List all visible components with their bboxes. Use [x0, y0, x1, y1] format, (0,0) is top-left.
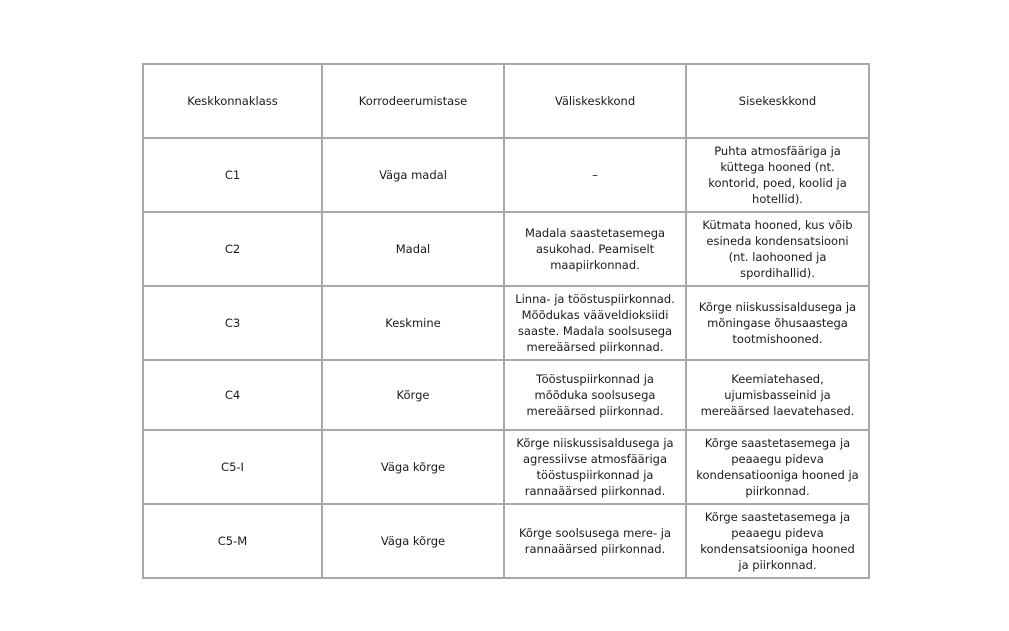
cell-sisekeskkond: Kõrge saastetasemega ja peaaegu pideva kondensatsiooniga hooned ja piirkonnad.: [686, 504, 869, 578]
cell-keskkonnaklass: C4: [143, 360, 322, 430]
cell-korrodeerumistase: Keskmine: [322, 286, 504, 360]
cell-keskkonnaklass: C3: [143, 286, 322, 360]
column-header-valiskeskkond: Väliskeskkond: [504, 64, 686, 138]
cell-keskkonnaklass: C5-I: [143, 430, 322, 504]
cell-sisekeskkond: Keemiatehased, ujumisbasseinid ja mereäärsed laevatehased.: [686, 360, 869, 430]
cell-korrodeerumistase: Väga madal: [322, 138, 504, 212]
table-row-c5i: [143, 430, 869, 504]
table-row-c1: [143, 138, 869, 212]
column-header-keskkonnaklass: Keskkonnaklass: [143, 64, 322, 138]
cell-keskkonnaklass: C2: [143, 212, 322, 286]
table-row-c5m: [143, 504, 869, 578]
cell-korrodeerumistase: Väga kõrge: [322, 430, 504, 504]
cell-keskkonnaklass: C1: [143, 138, 322, 212]
cell-sisekeskkond: Puhta atmosfääriga ja küttega hooned (nt. kontorid, poed, koolid ja hotellid).: [686, 138, 869, 212]
column-header-korrodeerumistase: Korrodeerumistase: [322, 64, 504, 138]
environment-class-table: [142, 63, 870, 579]
cell-korrodeerumistase: Kõrge: [322, 360, 504, 430]
cell-valiskeskkond: Linna- ja tööstuspiirkonnad. Mõõdukas vääveldioksiidi saaste. Madala soolsusega mereäärsed piirkonnad.: [504, 286, 686, 360]
table-row-c4: [143, 360, 869, 430]
cell-korrodeerumistase: Väga kõrge: [322, 504, 504, 578]
cell-valiskeskkond: Madala saastetasemega asukohad. Peamiselt maapiirkonnad.: [504, 212, 686, 286]
cell-korrodeerumistase: Madal: [322, 212, 504, 286]
header-row: [143, 64, 869, 138]
cell-keskkonnaklass: C5-M: [143, 504, 322, 578]
cell-sisekeskkond: Kõrge saastetasemega ja peaaegu pideva kondensatiooniga hooned ja piirkonnad.: [686, 430, 869, 504]
table-row-c3: [143, 286, 869, 360]
cell-valiskeskkond: –: [504, 138, 686, 212]
cell-valiskeskkond: Tööstuspiirkonnad ja mõõduka soolsusega mereäärsed piirkonnad.: [504, 360, 686, 430]
column-header-sisekeskkond: Sisekeskkond: [686, 64, 869, 138]
table-row-c2: [143, 212, 869, 286]
cell-valiskeskkond: Kõrge niiskussisaldusega ja agressiivse atmosfääriga tööstuspiirkonnad ja rannaäärsed piirkonnad.: [504, 430, 686, 504]
cell-valiskeskkond: Kõrge soolsusega mere- ja rannaäärsed piirkonnad.: [504, 504, 686, 578]
cell-sisekeskkond: Kõrge niiskussisaldusega ja mõningase õhusaastega tootmishooned.: [686, 286, 869, 360]
cell-sisekeskkond: Kütmata hooned, kus võib esineda kondensatsiooni (nt. laohooned ja spordihallid).: [686, 212, 869, 286]
